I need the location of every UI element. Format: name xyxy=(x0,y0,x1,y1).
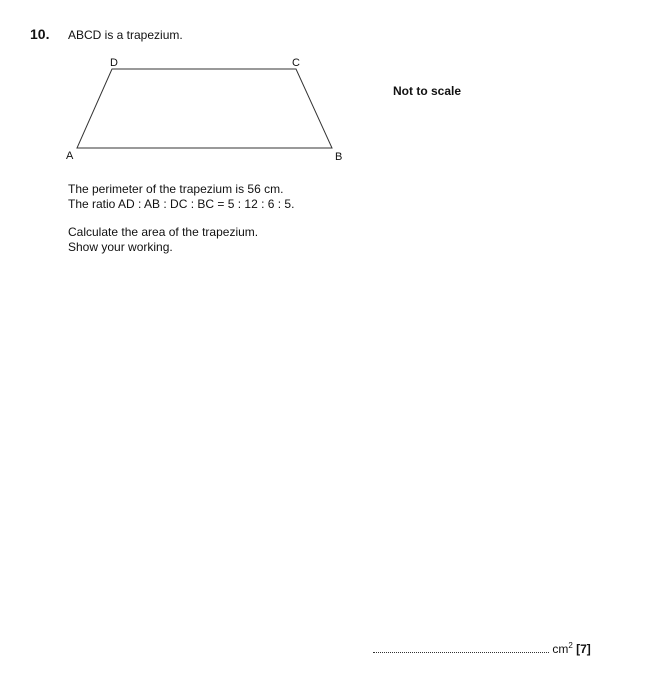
vertex-label-d: D xyxy=(110,57,118,69)
show-working-instruction: Show your working. xyxy=(68,240,173,254)
vertex-label-b: B xyxy=(335,151,343,163)
not-to-scale-note: Not to scale xyxy=(393,84,462,98)
question-number: 10. xyxy=(30,26,50,42)
task-instructions xyxy=(68,225,258,255)
vertex-label-c: C xyxy=(292,57,300,69)
answer-blank[interactable] xyxy=(373,644,549,653)
given-information xyxy=(68,182,294,212)
question-stem: ABCD is a trapezium. xyxy=(68,28,183,42)
vertex-label-a: A xyxy=(66,150,74,162)
calculate-instruction: Calculate the area of the trapezium. xyxy=(68,225,259,239)
answer-line xyxy=(373,641,591,656)
perimeter-statement: The perimeter of the trapezium is 56 cm. xyxy=(68,182,284,196)
trapezium-shape xyxy=(77,69,332,148)
marks-label: [7] xyxy=(576,642,591,656)
answer-unit-power: 2 xyxy=(568,641,573,650)
ratio-statement: The ratio AD : AB : DC : BC = 5 : 12 : 6 : 5. xyxy=(68,197,295,211)
answer-unit: cm xyxy=(552,642,569,656)
